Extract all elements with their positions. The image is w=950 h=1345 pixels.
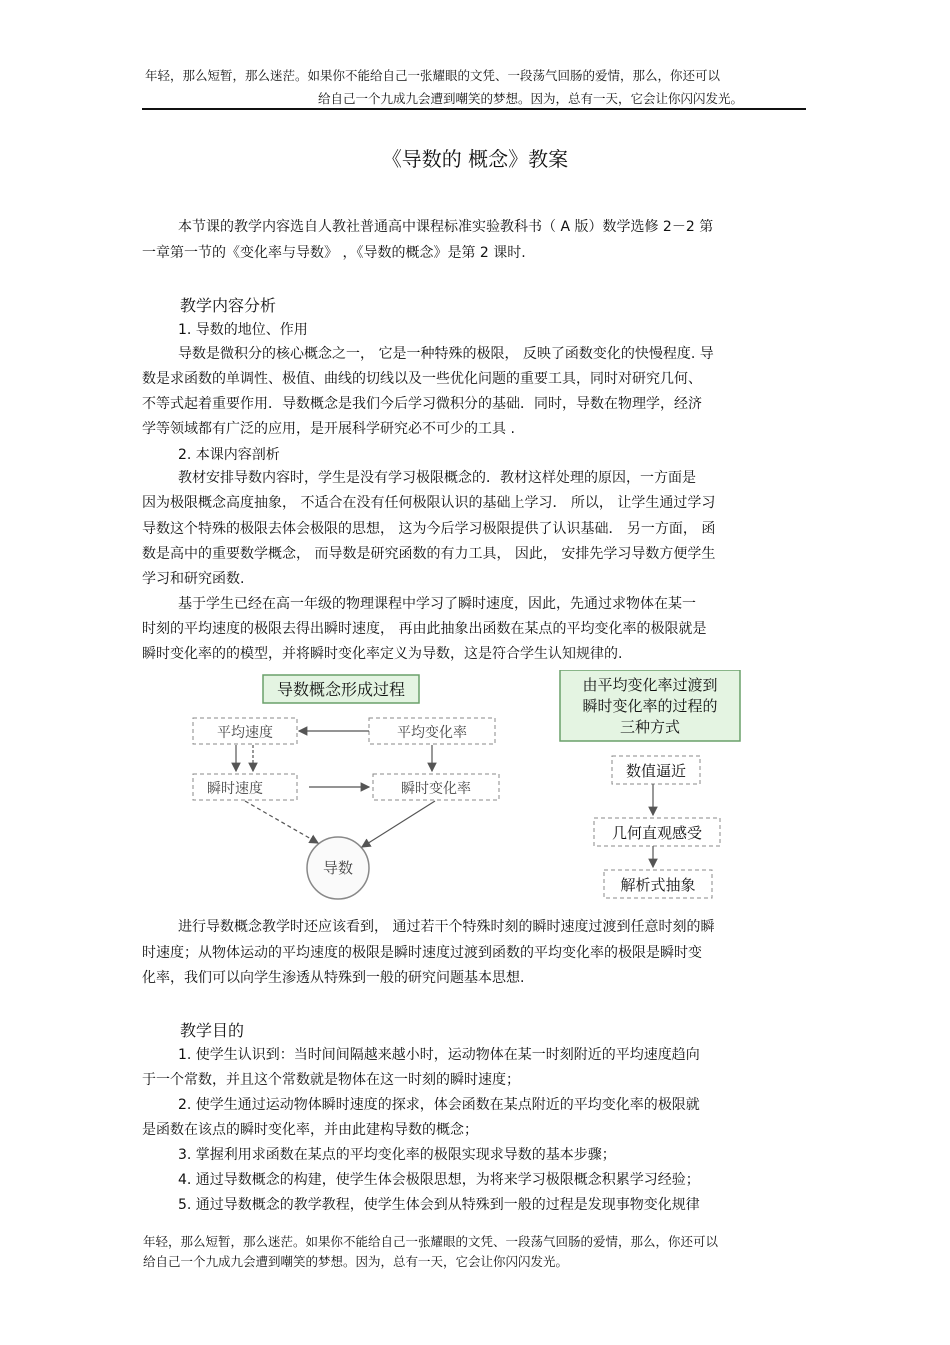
paragraph-line: 导数这个特殊的极限去体会极限的思想， 这为今后学习极限提供了认识基础． 另一方面， 函 — [142, 521, 716, 537]
diagram-title: 导数概念形成过程 — [276, 680, 406, 699]
footer-line-2: 给自己一个九成九会遭到嘲笑的梦想。因为，总有一天，它会让你闪闪发光。 — [143, 1254, 569, 1269]
intro-line-2: 一章第一节的《变化率与导数》 ，《导数的概念》是第 2 课时. — [142, 245, 526, 261]
inst-speed-label: 瞬时速度 — [207, 781, 263, 797]
objective-line: 于一个常数，并且这个常数就是物体在这一时刻的瞬时速度； — [142, 1072, 520, 1088]
footer-line-1: 年轻，那么短暂，那么迷茫。如果你不能给自己一张耀眼的文凭、一段荡气回肠的爱情，那么，你还可以 — [143, 1234, 719, 1249]
avg-rate-label: 平均变化率 — [397, 725, 467, 741]
paragraph-line: 学等领域都有广泛的应用，是开展科学研究必不可少的工具 . — [142, 421, 515, 437]
paragraph-line: 不等式起着重要作用．导数概念是我们今后学习微积分的基础．同时，导数在物理学，经济 — [142, 396, 702, 412]
paragraph-line: 数是求函数的单调性、极值、曲线的切线以及一些优化问题的重要工具，同时对研究几何、 — [142, 371, 702, 387]
paragraph-line: 导数是微积分的核心概念之一， 它是一种特殊的极限， 反映了函数变化的快慢程度. 导 — [178, 346, 714, 362]
header-rule — [142, 108, 806, 110]
subsection-title-2: 2. 本课内容剖析 — [178, 447, 280, 463]
arrow-inst-speed-to-derivative — [245, 801, 318, 843]
avg-speed-label: 平均速度 — [217, 725, 273, 741]
objective-line: 2. 使学生通过运动物体瞬时速度的探求，体会函数在某点附近的平均变化率的极限就 — [178, 1097, 700, 1113]
objective-line: 3. 掌握利用求函数在某点的平均变化率的极限实现求导数的基本步骤； — [178, 1147, 616, 1163]
objective-line: 4. 通过导数概念的构建，使学生体会极限思想，为将来学习极限概念积累学习经验； — [178, 1172, 700, 1188]
header-line-2: 给自己一个九成九会遭到嘲笑的梦想。因为，总有一天，它会让你闪闪发光。 — [318, 91, 744, 106]
paragraph-line: 进行导数概念教学时还应该看到， 通过若干个特殊时刻的瞬时速度过渡到任意时刻的瞬 — [178, 919, 715, 935]
paragraph-line: 教材安排导数内容时，学生是没有学习极限概念的．教材这样处理的原因，一方面是 — [178, 470, 696, 486]
objective-line: 1. 使学生认识到：当时间间隔越来越小时，运动物体在某一时刻附近的平均速度趋向 — [178, 1047, 700, 1063]
step-numerical-label: 数值逼近 — [625, 762, 687, 780]
paragraph-line: 化率，我们可以向学生渗透从特殊到一般的研究问题基本思想. — [142, 970, 525, 986]
paragraph-line: 瞬时变化率的的模型，并将瞬时变化率定义为导数，这是符合学生认知规律的. — [142, 646, 623, 662]
methods-title-line: 瞬时变化率的过程的 — [582, 697, 718, 715]
derivative-label: 导数 — [322, 859, 354, 877]
inst-rate-label: 瞬时变化率 — [401, 781, 471, 797]
left-flowchart — [193, 675, 499, 899]
paragraph-line: 数是高中的重要数学概念， 而导数是研究函数的有力工具， 因此， 安排先学习导数方便学生 — [142, 546, 716, 562]
right-flowchart — [560, 670, 740, 898]
paragraph-line: 学习和研究函数. — [142, 571, 245, 587]
header-line-1: 年轻，那么短暂，那么迷茫。如果你不能给自己一张耀眼的文凭、一段荡气回肠的爱情，那么，你还可以 — [145, 68, 721, 83]
section-heading-objectives: 教学目的 — [180, 1021, 245, 1040]
paragraph-line: 基于学生已经在高一年级的物理课程中学习了瞬时速度，因此，先通过求物体在某一 — [178, 596, 696, 612]
concept-formation-diagram — [185, 670, 765, 905]
subsection-title-1: 1. 导数的地位、作用 — [178, 322, 308, 338]
methods-title-line: 由平均变化率过渡到 — [582, 676, 718, 694]
arrow-inst-rate-to-derivative — [362, 801, 435, 847]
objective-line: 是函数在该点的瞬时变化率，并由此建构导数的概念； — [142, 1122, 478, 1138]
objective-line: 5. 通过导数概念的教学教程，使学生体会到从特殊到一般的过程是发现事物变化规律 — [178, 1197, 700, 1213]
paragraph-line: 因为极限概念高度抽象， 不适合在没有任何极限认识的基础上学习． 所以， 让学生通过学习 — [142, 495, 716, 511]
methods-title-line: 三种方式 — [619, 718, 681, 736]
intro-line-1: 本节课的教学内容选自人教社普通高中课程标准实验教科书（ A 版）数学选修 2－2 第 — [178, 219, 714, 235]
paragraph-line: 时速度；从物体运动的平均速度的极限是瞬时速度过渡到函数的平均变化率的极限是瞬时变 — [142, 945, 702, 961]
page-title: 《导数的 概念》教案 — [381, 147, 569, 171]
section-heading-content-analysis: 教学内容分析 — [180, 296, 277, 315]
step-analytic-label: 解析式抽象 — [620, 876, 696, 894]
step-geometric-label: 几何直观感受 — [611, 824, 703, 842]
paragraph-line: 时刻的平均速度的极限去得出瞬时速度， 再由此抽象出函数在某点的平均变化率的极限就是 — [142, 621, 707, 637]
